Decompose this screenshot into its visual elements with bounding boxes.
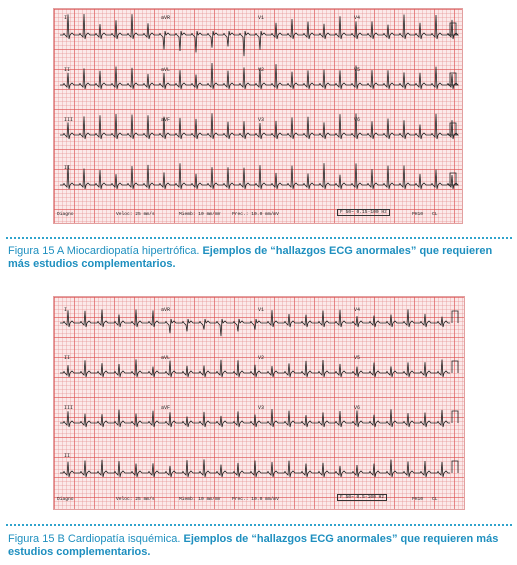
lead-label: V5 xyxy=(354,67,361,73)
lead-label: III xyxy=(64,117,74,123)
calibration-pulse xyxy=(452,361,458,373)
lead-label: V4 xyxy=(354,15,361,21)
caption-lead: Figura 15 A Miocardiopatía hipertrófica. xyxy=(8,245,200,257)
filter-label: F 50~ 0.5-100 Hz xyxy=(337,494,387,501)
lead-label: V3 xyxy=(258,405,265,411)
lead-label: V6 xyxy=(354,405,361,411)
speed-label: Veloc: 25 mm/s xyxy=(116,497,155,502)
calibration-pulse xyxy=(452,411,458,423)
ecg-strip-figure-a xyxy=(53,8,463,224)
chest-gain-label: Prec.: 10.0 mm/mV xyxy=(232,212,279,217)
lead-label: III xyxy=(64,405,74,411)
lead-label: II xyxy=(64,453,71,459)
diagnosis-label: Diagno xyxy=(57,212,74,217)
limb-gain-label: Miemb: 10 mm/mV xyxy=(179,497,221,502)
lead-label: V4 xyxy=(354,307,361,313)
chest-gain-label: Prec.: 10.0 mm/mV xyxy=(232,497,279,502)
code-label: CL xyxy=(432,212,438,217)
lead-label: II xyxy=(64,67,71,73)
lead-label: aVF xyxy=(161,117,171,123)
caption-text: Ejemplos de “hallazgos ECG anormales” que requieren más estudios complementarios. xyxy=(8,245,493,270)
lead-label: V3 xyxy=(258,117,265,123)
lead-label: I xyxy=(64,307,68,313)
lead-label: V2 xyxy=(258,67,265,73)
diagnosis-label: Diagno xyxy=(57,497,74,502)
lead-label: V5 xyxy=(354,355,361,361)
caption-divider xyxy=(6,524,512,526)
device-label: PH10 xyxy=(412,497,424,502)
lead-label: II xyxy=(64,355,71,361)
ecg-trace xyxy=(60,163,458,189)
lead-label: I xyxy=(64,15,68,21)
caption-divider xyxy=(6,237,512,239)
code-label: CL xyxy=(432,497,438,502)
limb-gain-label: Miemb: 10 mm/mV xyxy=(179,212,221,217)
ecg-strip-figure-b xyxy=(53,296,465,510)
caption-lead: Figura 15 B Cardiopatía isquémica. xyxy=(8,533,181,545)
calibration-pulse xyxy=(450,173,456,185)
lead-label: aVL xyxy=(161,355,171,361)
lead-label: II xyxy=(64,165,71,171)
lead-label: aVL xyxy=(161,67,171,73)
lead-label: aVR xyxy=(161,15,171,21)
ecg-trace xyxy=(60,459,450,477)
ecg-trace xyxy=(60,409,450,427)
filter-label: F 50~ 0.15-100 Hz xyxy=(337,209,390,216)
device-label: PH10 xyxy=(412,212,424,217)
lead-label: V6 xyxy=(354,117,361,123)
figure-caption-a xyxy=(8,245,508,271)
ecg-trace xyxy=(60,309,450,336)
speed-label: Veloc: 25 mm/s xyxy=(116,212,155,217)
lead-label: V1 xyxy=(258,307,265,313)
lead-label: aVR xyxy=(161,307,171,313)
caption-text: Ejemplos de “hallazgos ECG anormales” que requieren más estudios complementarios. xyxy=(8,533,499,558)
calibration-pulse xyxy=(452,311,458,323)
ecg-trace xyxy=(60,359,450,377)
lead-label: aVF xyxy=(161,405,171,411)
ecg-traces-b xyxy=(54,297,464,509)
figure-caption-b xyxy=(8,533,508,559)
lead-label: V2 xyxy=(258,355,265,361)
calibration-pulse xyxy=(452,461,458,473)
lead-label: V1 xyxy=(258,15,265,21)
ecg-traces-a xyxy=(54,9,462,223)
